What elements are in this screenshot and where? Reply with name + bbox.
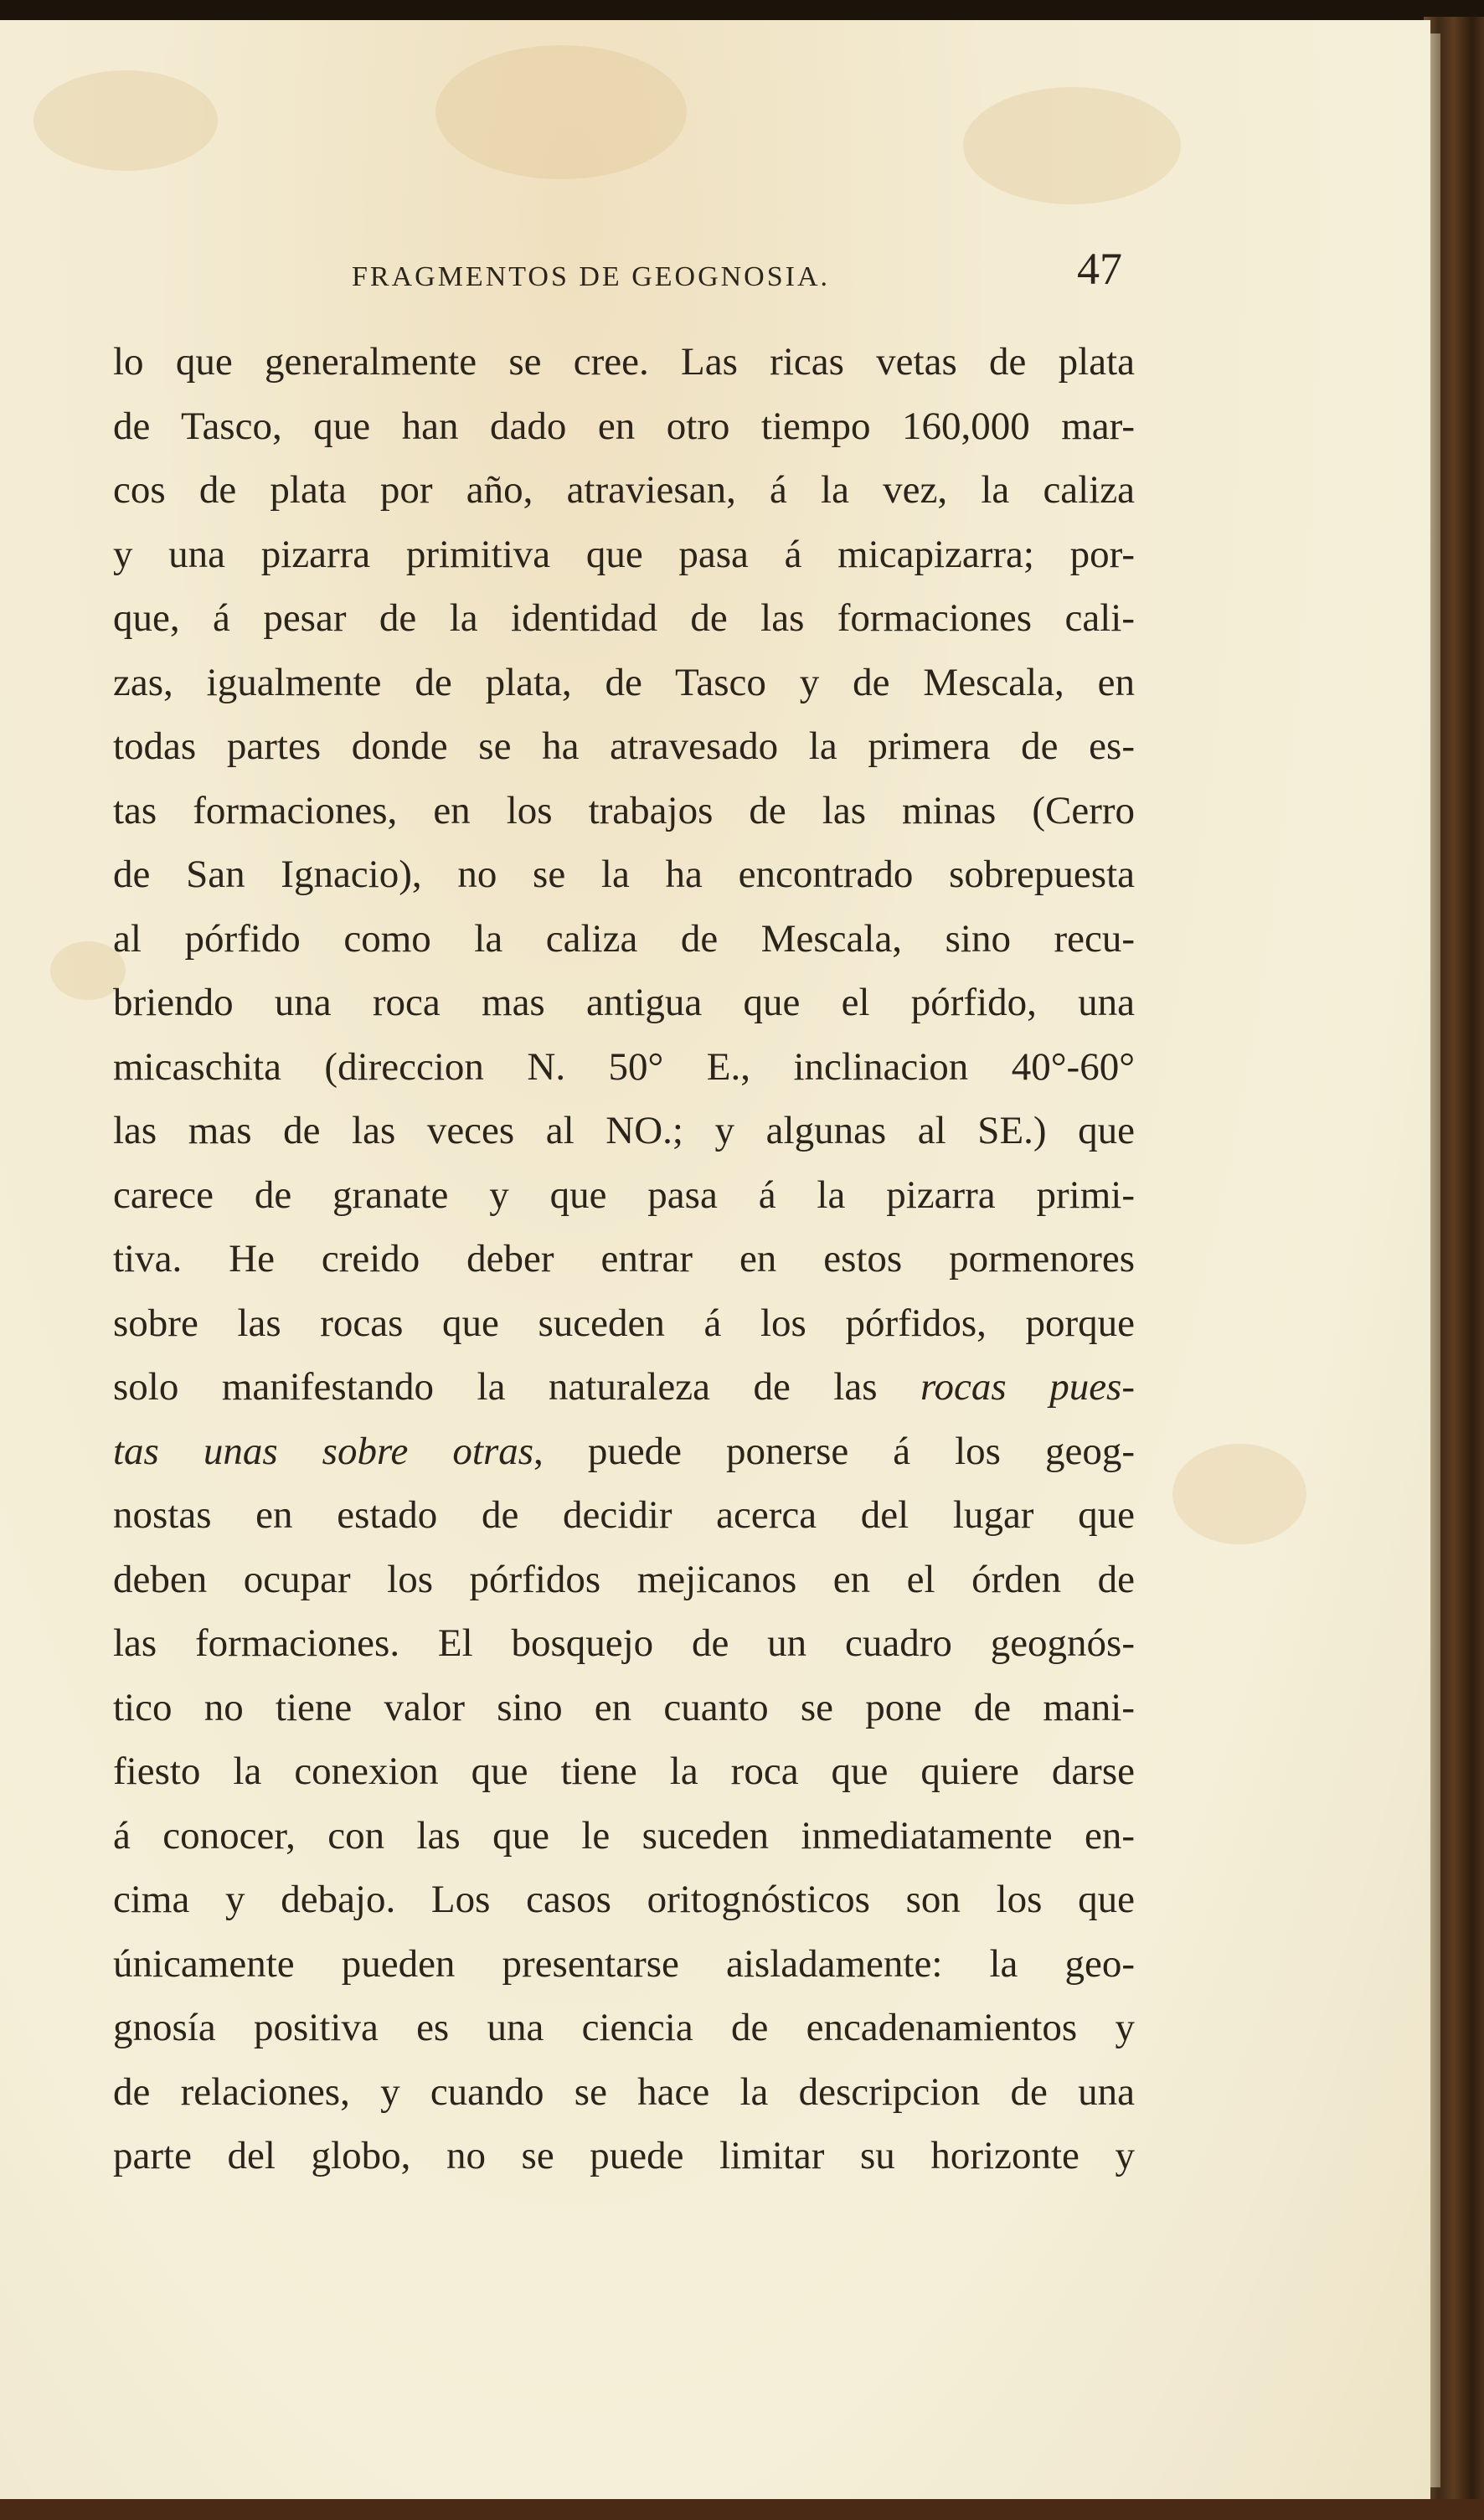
- text-run: solo manifestando la naturaleza de las: [113, 1365, 921, 1409]
- text-line: fiesto la conexion que tiene la roca que quiere darse: [113, 1750, 1135, 1793]
- text-line: carece de granate y que pasa á la pizarra primi-: [113, 1172, 1135, 1217]
- text-line: únicamente pueden presentarse aisladamente: la geo-: [113, 1941, 1135, 1986]
- text-line: [113, 1420, 1135, 1484]
- text-line: tico no tiene valor sino en cuanto se pone de mani-: [113, 1685, 1135, 1729]
- text-line: y una pizarra primitiva que pasa á micapizarra; por-: [113, 532, 1135, 576]
- italic-text-run: rocas pues-: [920, 1365, 1135, 1409]
- text-line: lo que generalmente se cree. Las ricas vetas de plata: [113, 340, 1135, 384]
- text-line: cima y debajo. Los casos oritognósticos son los que: [113, 1878, 1135, 1921]
- running-title: FRAGMENTOS DE GEOGNOSIA.: [352, 261, 831, 292]
- text-line: nostas en estado de decidir acerca del lugar que: [113, 1493, 1135, 1537]
- text-line: deben ocupar los pórfidos mejicanos en el órden de: [113, 1557, 1135, 1601]
- text-line: las mas de las veces al NO.; y algunas al SE.) que: [113, 1109, 1135, 1152]
- text-line: cos de plata por año, atraviesan, á la vez, la caliza: [113, 468, 1135, 512]
- text-line: tiva. He creido deber entrar en estos pormenores: [113, 1237, 1135, 1281]
- paper-stain: [435, 45, 687, 179]
- paper-page: [0, 20, 1430, 2501]
- text-line: sobre las rocas que suceden á los pórfidos, porque: [113, 1301, 1135, 1345]
- text-line: gnosía positiva es una ciencia de encadenamientos y: [113, 2006, 1135, 2049]
- italic-text-run: tas unas sobre otras: [113, 1429, 534, 1473]
- text-line: de San Ignacio), no se la ha encontrado sobrepuesta: [113, 853, 1135, 896]
- text-line: á conocer, con las que le suceden inmediatamente en-: [113, 1813, 1135, 1858]
- text-line: micaschita (direccion N. 50° E., inclinacion 40°-60°: [113, 1044, 1135, 1089]
- text-run: , puede ponerse á los geog-: [533, 1429, 1136, 1473]
- body-text: [113, 330, 1135, 2188]
- text-line: parte del globo, no se puede limitar su horizonte y: [113, 2134, 1135, 2177]
- paper-stain: [33, 70, 218, 171]
- text-line: todas partes donde se ha atravesado la primera de es-: [113, 724, 1135, 768]
- text-line: de relaciones, y cuando se hace la descripcion de una: [113, 2069, 1135, 2114]
- scan-top-edge: [0, 0, 1484, 22]
- text-line: las formaciones. El bosquejo de un cuadro geognós-: [113, 1621, 1135, 1665]
- text-line: [113, 1355, 1135, 1420]
- scan-bottom-edge: [0, 2499, 1484, 2520]
- text-line: de Tasco, que han dado en otro tiempo 160,000 mar-: [113, 404, 1135, 448]
- paper-stain: [963, 87, 1181, 204]
- text-line: zas, igualmente de plata, de Tasco y de Mescala, en: [113, 660, 1135, 704]
- text-line: al pórfido como la caliza de Mescala, sino recu-: [113, 916, 1135, 961]
- text-line: que, á pesar de la identidad de las formaciones cali-: [113, 596, 1135, 640]
- page-number: 47: [1077, 244, 1122, 294]
- running-head: [0, 240, 1430, 298]
- text-line: tas formaciones, en los trabajos de las minas (Cerro: [113, 788, 1135, 832]
- text-line: briendo una roca mas antigua que el pórfido, una: [113, 981, 1135, 1024]
- paper-stain: [1172, 1444, 1306, 1544]
